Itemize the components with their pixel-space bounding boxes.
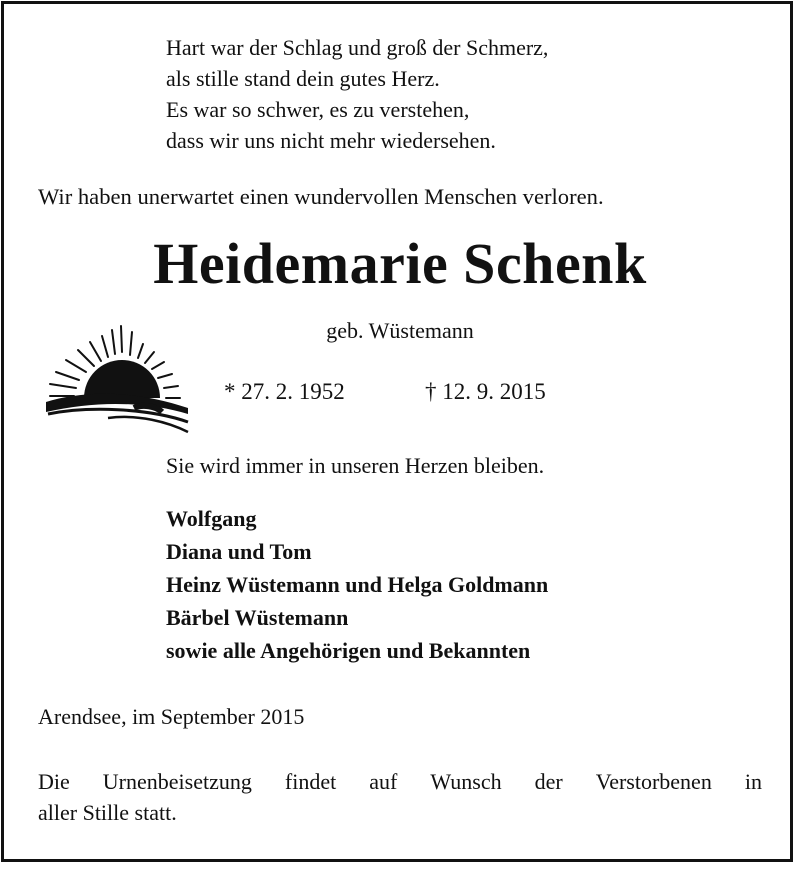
rising-sun-over-hills-icon	[38, 322, 198, 450]
notice-word: der	[534, 769, 563, 794]
notice-word: Verstorbenen	[595, 769, 712, 794]
birth-date: * 27. 2. 1952	[224, 379, 345, 404]
notice-word: auf	[369, 769, 398, 794]
notice-word: in	[744, 769, 762, 794]
burial-notice	[38, 766, 762, 828]
poem-line: Hart war der Schlag und groß der Schmerz,	[166, 35, 549, 60]
poem-line: dass wir uns nicht mehr wiedersehen.	[166, 128, 496, 153]
notice-word: Urnenbeisetzung	[102, 769, 252, 794]
mourner-entry: sowie alle Angehörigen und Bekannten	[166, 638, 531, 663]
poem	[166, 32, 548, 156]
notice-word: findet	[284, 769, 337, 794]
mourner-entry: Diana und Tom	[166, 539, 312, 564]
birth-name: geb. Wüstemann	[326, 318, 474, 343]
burial-notice-line: aller Stille statt.	[38, 800, 177, 825]
intro-text: Wir haben unerwartet einen wundervollen Menschen verloren.	[38, 184, 604, 209]
deceased-name: Heidemarie Schenk	[153, 231, 647, 296]
mourner-entry: Wolfgang	[166, 506, 257, 531]
place-and-date: Arendsee, im September 2015	[38, 704, 305, 729]
mourners-list	[166, 502, 548, 667]
notice-word: Die	[38, 769, 70, 794]
motto-text: Sie wird immer in unseren Herzen bleiben.	[166, 453, 545, 478]
mourner-entry: Heinz Wüstemann und Helga Goldmann	[166, 572, 549, 597]
poem-line: Es war so schwer, es zu verstehen,	[166, 97, 470, 122]
mourner-entry: Bärbel Wüstemann	[166, 605, 349, 630]
death-date: † 12. 9. 2015	[425, 379, 546, 404]
notice-word: Wunsch	[430, 769, 502, 794]
poem-line: als stille stand dein gutes Herz.	[166, 66, 440, 91]
burial-notice-line	[38, 766, 762, 797]
